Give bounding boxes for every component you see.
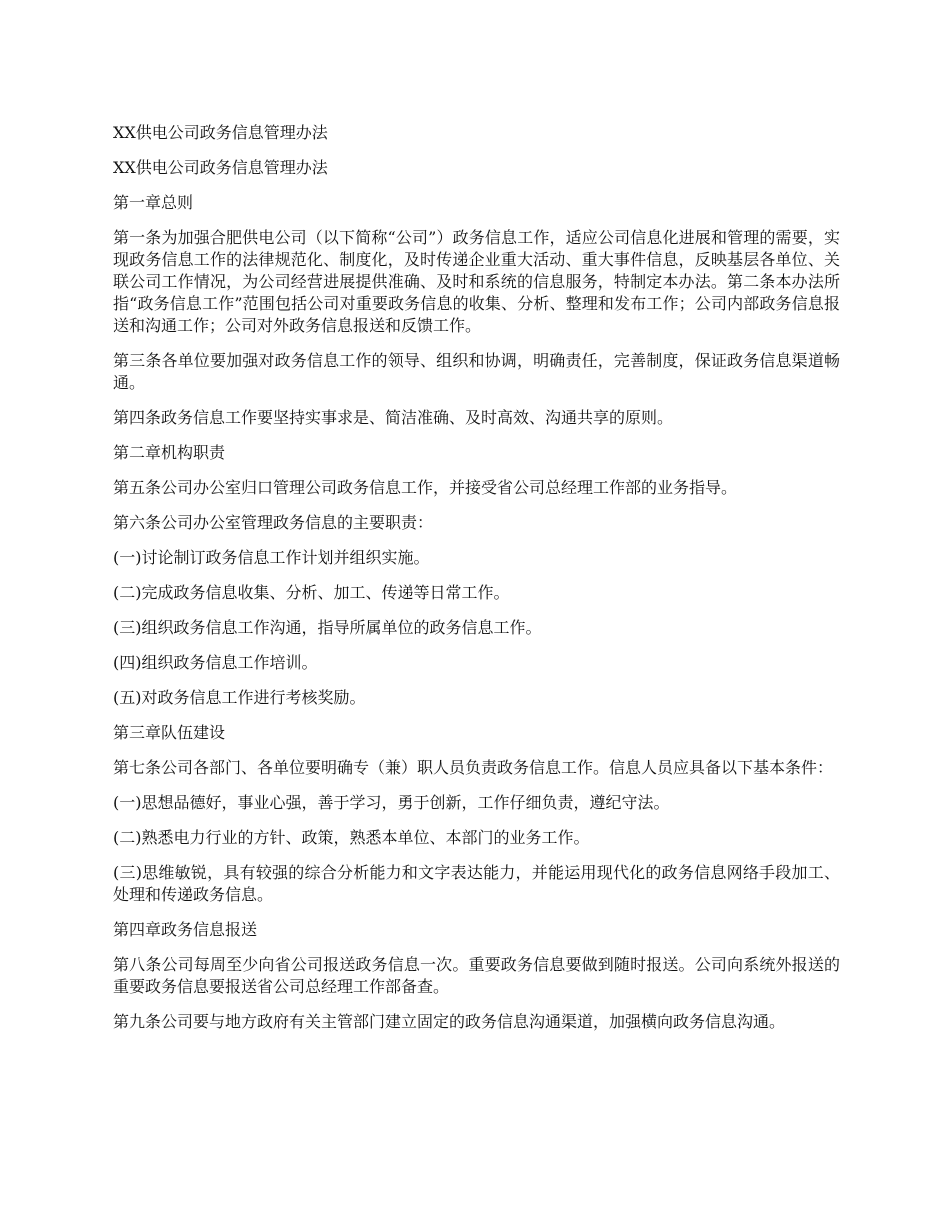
article-6: 第六条公司办公室管理政务信息的主要职责： bbox=[113, 513, 434, 532]
list-item: (三)组织政务信息工作沟通，指导所属单位的政务信息工作。 bbox=[113, 618, 542, 637]
list-item: (一)讨论制订政务信息工作计划并组织实施。 bbox=[113, 548, 430, 567]
chapter-heading-3: 第三章队伍建设 bbox=[113, 723, 226, 742]
list-item: (三)思维敏锐，具有较强的综合分析能力和文字表达能力，并能运用现代化的政务信息网络手段加工、处理和传递政务信息。 bbox=[113, 863, 840, 904]
chapter-heading-1: 第一章总则 bbox=[113, 193, 194, 212]
article-9: 第九条公司要与地方政府有关主管部门建立固定的政务信息沟通渠道，加强横向政务信息沟通。 bbox=[113, 1012, 786, 1031]
chapter-heading-2: 第二章机构职责 bbox=[113, 443, 226, 462]
list-item: (四)组织政务信息工作培训。 bbox=[113, 653, 318, 672]
document-subtitle: XX供电公司政务信息管理办法 bbox=[113, 158, 328, 177]
document-title: XX供电公司政务信息管理办法 bbox=[113, 123, 328, 142]
article-5: 第五条公司办公室归口管理公司政务信息工作，并接受省公司总经理工作部的业务指导。 bbox=[113, 478, 738, 497]
article-8: 第八条公司每周至少向省公司报送政务信息一次。重要政务信息要做到随时报送。公司向系统外报送的重要政务信息要报送省公司总经理工作部备查。 bbox=[113, 955, 840, 996]
chapter-heading-4: 第四章政务信息报送 bbox=[113, 920, 258, 939]
article-1-2: 第一条为加强合肥供电公司（以下简称“公司”）政务信息工作，适应公司信息化进展和管理的需要，实现政务信息工作的法律规范化、制度化，及时传递企业重大活动、重大事件信息，反映基层各单位、关联公司工作情况，为公司经营进展提供准确、及时和系统的信息服务，特制定本办法。第二条本办法所指“政务信息工作”范围包括公司对重要政务信息的收集、分析、整理和发布工作；公司内部政务信息报送和沟通工作；公司对外政务信息报送和反馈工作。 bbox=[113, 228, 840, 335]
list-item: (二)完成政务信息收集、分析、加工、传递等日常工作。 bbox=[113, 583, 510, 602]
list-item: (一)思想品德好，事业心强，善于学习，勇于创新，工作仔细负责，遵纪守法。 bbox=[113, 793, 670, 812]
list-item: (二)熟悉电力行业的方针、政策，熟悉本单位、本部门的业务工作。 bbox=[113, 828, 590, 847]
article-3: 第三条各单位要加强对政务信息工作的领导、组织和协调，明确责任，完善制度，保证政务信息渠道畅通。 bbox=[113, 351, 840, 392]
document-page bbox=[113, 122, 840, 1046]
article-7: 第七条公司各部门、各单位要明确专（兼）职人员负责政务信息工作。信息人员应具备以下基本条件： bbox=[113, 758, 834, 777]
article-4: 第四条政务信息工作要坚持实事求是、简洁准确、及时高效、沟通共享的原则。 bbox=[113, 408, 674, 427]
list-item: (五)对政务信息工作进行考核奖励。 bbox=[113, 688, 366, 707]
